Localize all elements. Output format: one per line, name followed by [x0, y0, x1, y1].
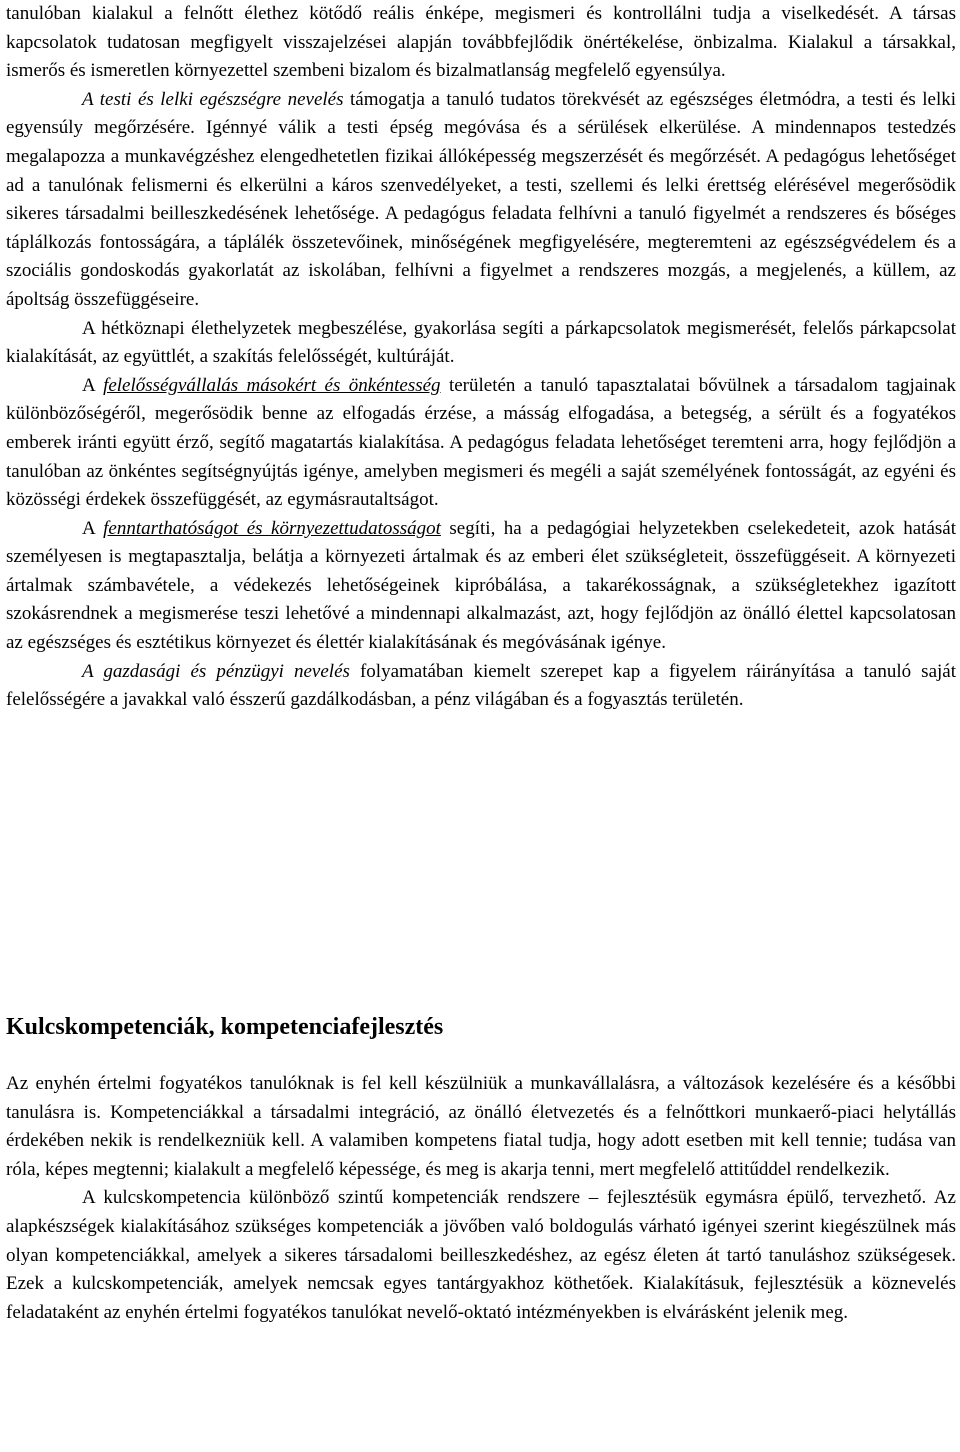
paragraph-sustainability [6, 515, 956, 658]
paragraph-text: A kulcskompetencia különböző szintű kompetenciák rendszere – fejlesztésük egymásra épülő, tervezhető. Az alapkészségek kialakításához szükséges kompetenciák a jövőben való boldogulás várható igényei szerint kiegészülnek más olyan kompetenciákkal, amelyek a sikeres társadalomi beilleszkedéshez, az egész életen át tartó tanuláshoz szükségesek. Ezek a kulcskompetenciák, amelyek nemcsak egyes tantárgyakhoz köthetőek. Kialakításuk, fejlesztésük a köznevelés feladataként az enyhén értelmi fogyatékos tanulókat nevelő-oktató intézményekben is elvárásként jelenik meg. [6, 1187, 956, 1323]
paragraph-health-education [6, 86, 956, 315]
paragraph-competencies-system [6, 1184, 956, 1327]
paragraph-text: segíti, ha a pedagógiai helyzetekben cselekedeteit, azok hatását személyesen is megtapasztalja, belátja a környezeti ártalmak és az emberi élet szükségleteit, összefüggéseit. A környezeti ártalmak számbavétele, a védekezés lehetőségeinek kipróbálása, a takarékosságnak, a szükségletekhez igazított szokásrendnek a megismerése teszi lehetővé a mindennapi alkalmazást, azt, hogy fejlődjön az önálló élettel kapcsolatosan az egészséges és esztétikus környezet és élettér kialakításának és megóvásának igénye. [6, 517, 956, 654]
emphasized-term: fenntarthatóságot és környezettudatosságot [103, 517, 441, 539]
paragraph-financial-education [6, 658, 956, 715]
section-heading: Kulcskompetenciák, kompetenciafejlesztés [6, 1014, 444, 1040]
paragraph-text: A hétköznapi élethelyzetek megbeszélése, gyakorlása segíti a párkapcsolatok megismerését, felelős párkapcsolat kialakítását, az együttlét, a szakítás felelősségét, kultúráját. [6, 317, 956, 368]
emphasized-term: felelősségvállalás másokért és önkéntesség [103, 374, 441, 396]
paragraph-text: tanulóban kialakul a felnőtt élethez kötődő reális énképe, megismeri és kontrollálni tudja a viselkedését. A társas kapcsolatok tudatosan megfigyelt visszajelzései alapján továbbfejlődik önértékelése, önbizalma. Kialakul a társakkal, ismerős és ismeretlen környezettel szembeni bizalom és bizalmatlanság megfelelő egyensúlya. [6, 3, 956, 82]
paragraph-relationships [6, 315, 956, 372]
paragraph-text: Az enyhén értelmi fogyatékos tanulóknak is fel kell készülniük a munkavállalásra, a változások kezelésére és a későbbi tanulásra is. Kompetenciákkal a társadalmi integráció, az önálló életvezetés és a felnőttkori munkaerő-piaci helytállás érdekében nekik is rendelkezniük kell. A valamiben kompetens fiatal tudja, hogy adott esetben mit kell tennie; tudása van róla, képes megtenni; kialakult a megfelelő képessége, és meg is akarja tenni, mert megfelelő attitűddel rendelkezik. [6, 1073, 956, 1180]
emphasized-term: A testi és lelki egészségre nevelés [82, 88, 344, 110]
paragraph-competencies-intro [6, 1070, 956, 1184]
emphasized-term: A gazdasági és pénzügyi nevelés [82, 660, 350, 682]
paragraph-text: folyamatában kiemelt szerepet kap a figyelem ráirányítása a tanuló saját felelősségére a javakkal való ésszerű gazdálkodásban, a pénz világában és a fogyasztás területén. [6, 660, 956, 711]
paragraph-text: támogatja a tanuló tudatos törekvését az egészséges életmódra, a testi és lelki egyensúly megőrzésére. Igénnyé válik a testi épség megóvása és a sérülések elkerülése. A mindennapos testedzés megalapozza a munkavégzéshez elengedhetetlen fizikai állóképesség megszerzését és megőrzését. A pedagógus lehetőséget ad a tanulónak felismerni és elkerülni a káros szenvedélyeket, a testi, szellemi és lelki érettség elérésével megerősödik sikeres társadalmi beilleszkedésének lehetősége. A pedagógus feladata felhívni a tanuló figyelmét a rendszeres és bőséges táplálkozás fontosságára, a táplálék összetevőinek, minőségének megfigyelésére, megteremteni az egészségvédelem és a szociális gondoskodás gyakorlatát az iskolában, felhívni a figyelmet a rendszeres mozgás, a megjelenés, a küllem, az ápoltság összefüggéseire. [6, 88, 956, 310]
paragraph-self-image [6, 0, 956, 86]
paragraph-responsibility-volunteering [6, 372, 956, 515]
paragraph-text: területén a tanuló tapasztalatai bővülnek a társadalom tagjainak különbözőségéről, megerősödik benne az elfogadás érzése, a másság elfogadása, a betegség, a sérült és a fogyatékos emberek iránti együtt érző, segítő magatartás kialakítása. A pedagógus feladata lehetőséget teremteni arra, hogy fejlődjön a tanulóban az önkéntes segítségnyújtás igénye, amelyben megismeri és megéli a saját személyének fontosságát, az egyéni és közösségi érdekek összefüggését, az egymásrautaltságot. [6, 374, 956, 511]
paragraph-text-lead: A [82, 374, 104, 396]
section-key-competencies [6, 1070, 956, 1327]
section-values-education [6, 0, 956, 715]
paragraph-text-lead: A [82, 517, 104, 539]
